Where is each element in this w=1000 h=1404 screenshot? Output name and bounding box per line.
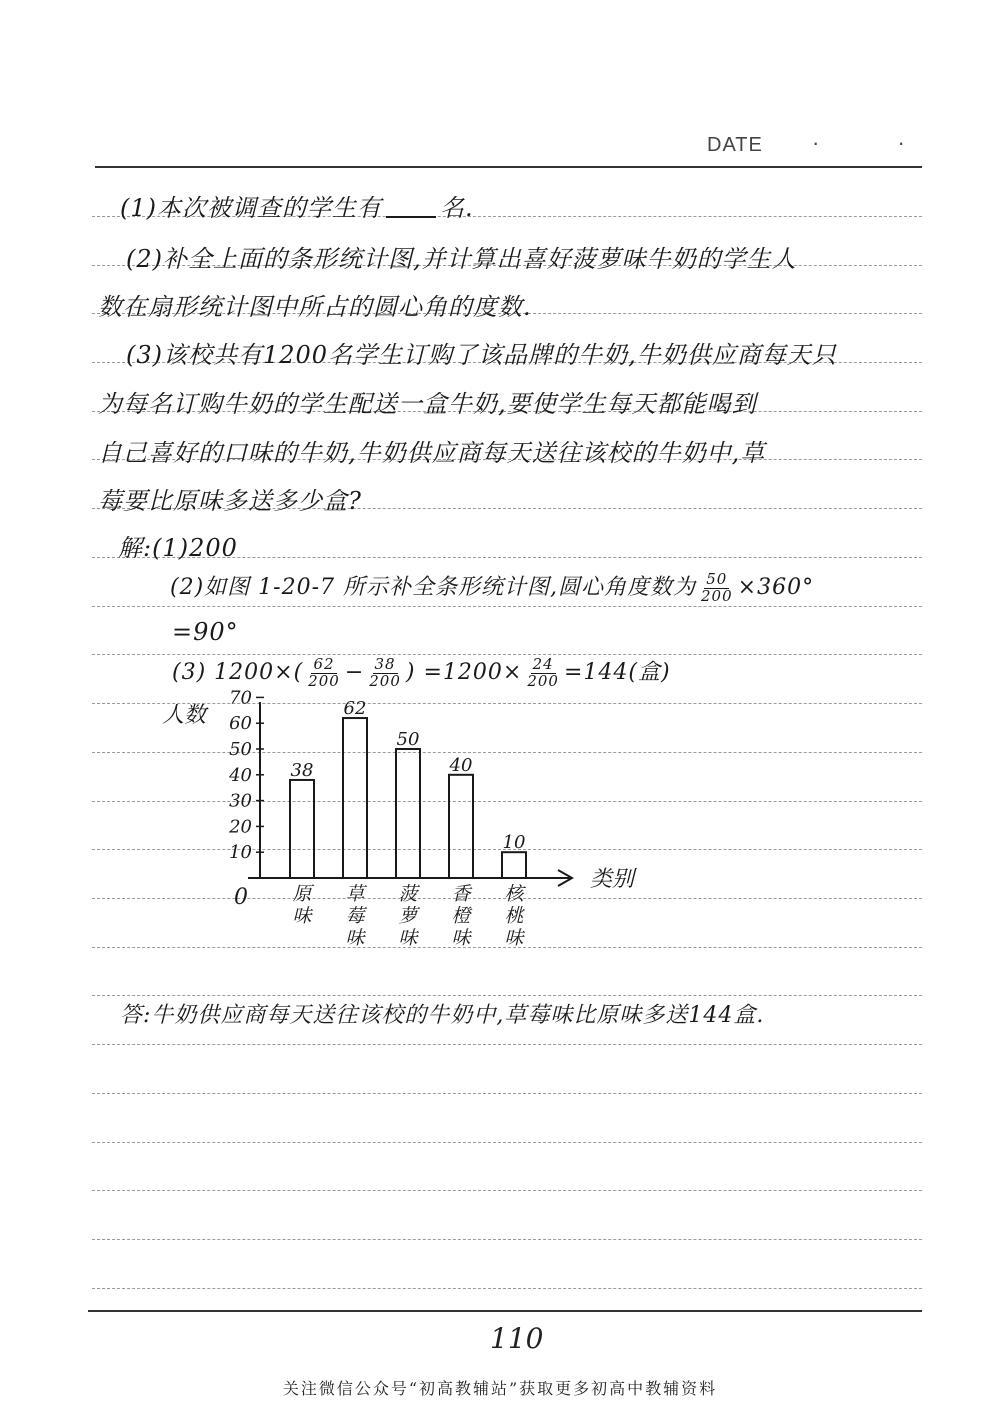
bar <box>343 718 367 878</box>
date-dots: · · <box>812 130 941 155</box>
fraction-62-200: $\frac{62}{200}$ <box>308 654 340 690</box>
solution-part-3: (3) 1200×( $\frac{62}{200}$ − $\frac{38}{200}$ ) =1200× $\frac{24}{200}$ =144(盒) <box>172 654 671 690</box>
date-label: DATE <box>707 134 763 156</box>
category-label: 菠 <box>398 883 418 905</box>
data-label: 40 <box>449 754 473 776</box>
category-label: 草 <box>345 883 365 905</box>
bar <box>502 852 526 878</box>
ruled-line <box>92 1288 922 1289</box>
ruled-line <box>92 1044 922 1045</box>
y-tick-label: 50 <box>229 739 252 760</box>
footer-note: 关注微信公众号“初高教辅站”获取更多初高中教辅资料 <box>282 1379 718 1398</box>
question-2-line-2: 数在扇形统计图中所占的圆心角的度数. <box>98 293 532 321</box>
bar-chart <box>160 690 660 970</box>
data-label: 10 <box>502 832 526 854</box>
fraction-38-200: $\frac{38}{200}$ <box>369 654 401 690</box>
answer-blank <box>386 215 436 218</box>
y-tick-label: 40 <box>229 764 252 786</box>
data-label: 50 <box>396 729 420 750</box>
y-tick-label: 30 <box>229 790 252 812</box>
category-label: 核 <box>504 883 524 905</box>
category-label: 香 <box>451 883 471 905</box>
y-tick-label: 10 <box>229 842 252 864</box>
category-label: 味 <box>398 927 418 949</box>
fraction-50-200: $\frac{50}{200}$ <box>701 569 733 605</box>
header-rule <box>95 166 922 168</box>
ruled-line <box>92 1093 922 1094</box>
solution-part-1: 解:(1)200 <box>118 534 238 562</box>
bar <box>396 749 420 878</box>
solution-part-2: (2)如图 1-20-7 所示补全条形统计图,圆心角度数为 $\frac{50}{200}$ ×360° <box>170 569 815 605</box>
footer-rule <box>88 1310 922 1312</box>
category-label: 味 <box>345 927 365 949</box>
fraction-24-200: $\frac{24}{200}$ <box>527 654 559 690</box>
ruled-line <box>92 995 922 996</box>
bar <box>290 780 314 878</box>
category-label: 莓 <box>345 905 365 927</box>
question-2-line-1: (2)补全上面的条形统计图,并计算出喜好菠萝味牛奶的学生人 <box>126 245 797 273</box>
question-3-line-3: 自己喜好的口味的牛奶,牛奶供应商每天送往该校的牛奶中,草 <box>98 439 766 467</box>
question-3-line-4: 莓要比原味多送多少盒? <box>98 487 362 515</box>
y-axis-label: 人数 <box>162 703 207 728</box>
origin-label: 0 <box>234 885 248 910</box>
category-label: 味 <box>504 927 524 949</box>
bar <box>449 775 473 878</box>
category-label: 味 <box>451 927 471 949</box>
ruled-line <box>92 606 922 607</box>
y-tick-label: 60 <box>229 713 252 735</box>
ruled-line <box>92 1239 922 1240</box>
chart-labels <box>162 690 638 949</box>
data-label: 38 <box>290 759 314 781</box>
category-label: 萝 <box>398 905 418 927</box>
data-label: 62 <box>343 698 367 720</box>
final-answer: 答:牛奶供应商每天送往该校的牛奶中,草莓味比原味多送144盒. <box>120 1003 765 1028</box>
question-1: (1)本次被调查的学生有 名. <box>120 194 474 222</box>
question-3-line-1: (3)该校共有1200名学生订购了该品牌的牛奶,牛奶供应商每天只 <box>126 341 837 369</box>
y-tick-label: 70 <box>229 690 252 709</box>
ruled-line <box>92 1190 922 1191</box>
page-number: 110 <box>490 1322 544 1355</box>
y-tick-label: 20 <box>229 816 252 838</box>
category-label: 橙 <box>451 905 471 927</box>
chart-axes <box>248 697 572 886</box>
question-3-line-2: 为每名订购牛奶的学生配送一盒牛奶,要使学生每天都能喝到 <box>98 390 757 418</box>
x-axis-label: 类别 <box>590 867 635 892</box>
category-label: 桃 <box>504 905 524 927</box>
category-label: 原 <box>292 883 312 905</box>
category-label: 味 <box>292 905 312 927</box>
solution-part-2-result: =90° <box>172 618 239 646</box>
ruled-line <box>92 1142 922 1143</box>
